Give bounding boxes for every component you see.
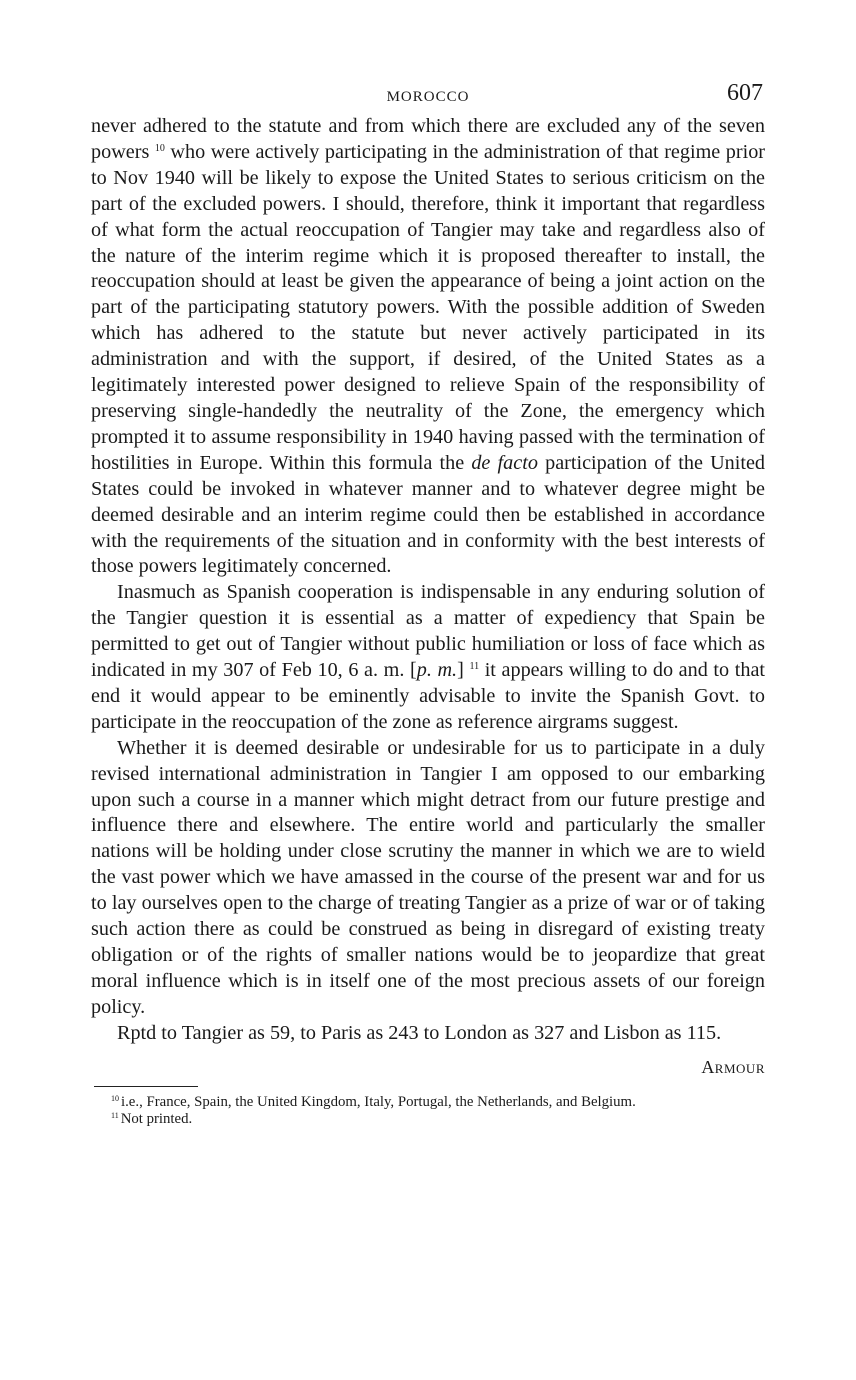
paragraph-1-part-a: never adhered to the statute and from which there are excluded any of the seven powers <box>91 115 765 163</box>
footnotes <box>91 1094 765 1129</box>
paragraph-2-part-b: it appears willing to do and to that end it would appear to be eminently advisable to invite the Spanish Govt. to participate in the reoccupation of the zone as reference airgrams suggest. <box>91 659 766 733</box>
italic-pm: p. m. <box>416 659 458 682</box>
body-text <box>91 114 765 1047</box>
paragraph-1-part-c: participation of the United States could be invoked in whatever manner and to whatever degree might be deemed desirable and an interim regime could then be established in accordance with the requirements of the situation and in conformity with the best interests of those powers legitimately concerned. <box>91 451 766 578</box>
page-number: 607 <box>727 80 763 106</box>
paragraph-2 <box>91 580 765 735</box>
bracket-close: ] <box>457 659 464 682</box>
signature <box>91 1055 765 1080</box>
footnote-text-10: i.e., France, Spain, the United Kingdom, Italy, Portugal, the Netherlands, and Belgium. <box>121 1093 636 1110</box>
paragraph-2-part-a: Inasmuch as Spanish cooperation is indispensable in any enduring solution of the Tangier question it is essential as a matter of expediency that Spain be permitted to get out of Tangier without public humiliation or loss of face which as indicated in my 307 of Feb 10, 6 a. m. <box>91 581 765 682</box>
paragraph-1-part-b: who were actively participating in the administration of that regime prior to Nov 1940 will be likely to expose the United States to serious criticism on the part of the excluded powers. I should, therefore, think it important that regardless of what form the actual reoccupation of Tangier may take and regardless also of the nature of the interim regime which it is proposed thereafter to install, the reoccupation should at least be given the appearance of being a joint action on the part of the participating statutory powers. With the possible addition of Sweden which has adhered to the statute but never actively participated in its administration and with the support, if desired, of the United States as a legitimately interested power designed to relieve Spain of the responsibility of preserving single-handedly the neutrality of the Zone, the emergency which prompted it to assume responsibility in 1940 having passed with the termination of hostilities in Europe. Within this formula the <box>91 140 766 474</box>
footnote-10 <box>91 1094 765 1112</box>
bracket-open: [ <box>410 659 417 682</box>
paragraph-3: Whether it is deemed desirable or undesirable for us to participate in a duly revised international administration in Tangier I am opposed to our embarking upon such a course in a manner which might detract from our future prestige and influence there and elsewhere. The entire world and particularly the smaller nations will be holding under close scrutiny the manner in which we are to wield the vast power which we have amassed in the course of the present war and for us to lay ourselves open to the charge of treating Tangier as a prize of war or of taking such action there as could be construed as being in disregard of existing treaty obligation or of the rights of smaller nations would be to jeopardize that great moral influence which is in itself one of the most precious assets of our foreign policy. <box>91 736 765 1018</box>
footnote-divider <box>94 1086 198 1087</box>
running-head <box>91 80 765 114</box>
footnote-marker-10: 10 <box>111 1093 119 1103</box>
paragraph-1 <box>91 114 765 580</box>
running-title: MOROCCO <box>386 89 470 105</box>
document-page <box>91 80 765 1129</box>
italic-de-facto: de facto <box>471 451 538 474</box>
footnote-ref-10: 10 <box>154 142 165 154</box>
paragraph-4: Rptd to Tangier as 59, to Paris as 243 to London as 327 and Lisbon as 115. <box>117 1021 722 1044</box>
footnote-11 <box>91 1111 765 1129</box>
footnote-marker-11: 11 <box>111 1111 119 1121</box>
signature-name: Armour <box>701 1056 765 1077</box>
footnote-ref-11: 11 <box>469 661 480 673</box>
footnote-text-11: Not printed. <box>120 1111 193 1128</box>
